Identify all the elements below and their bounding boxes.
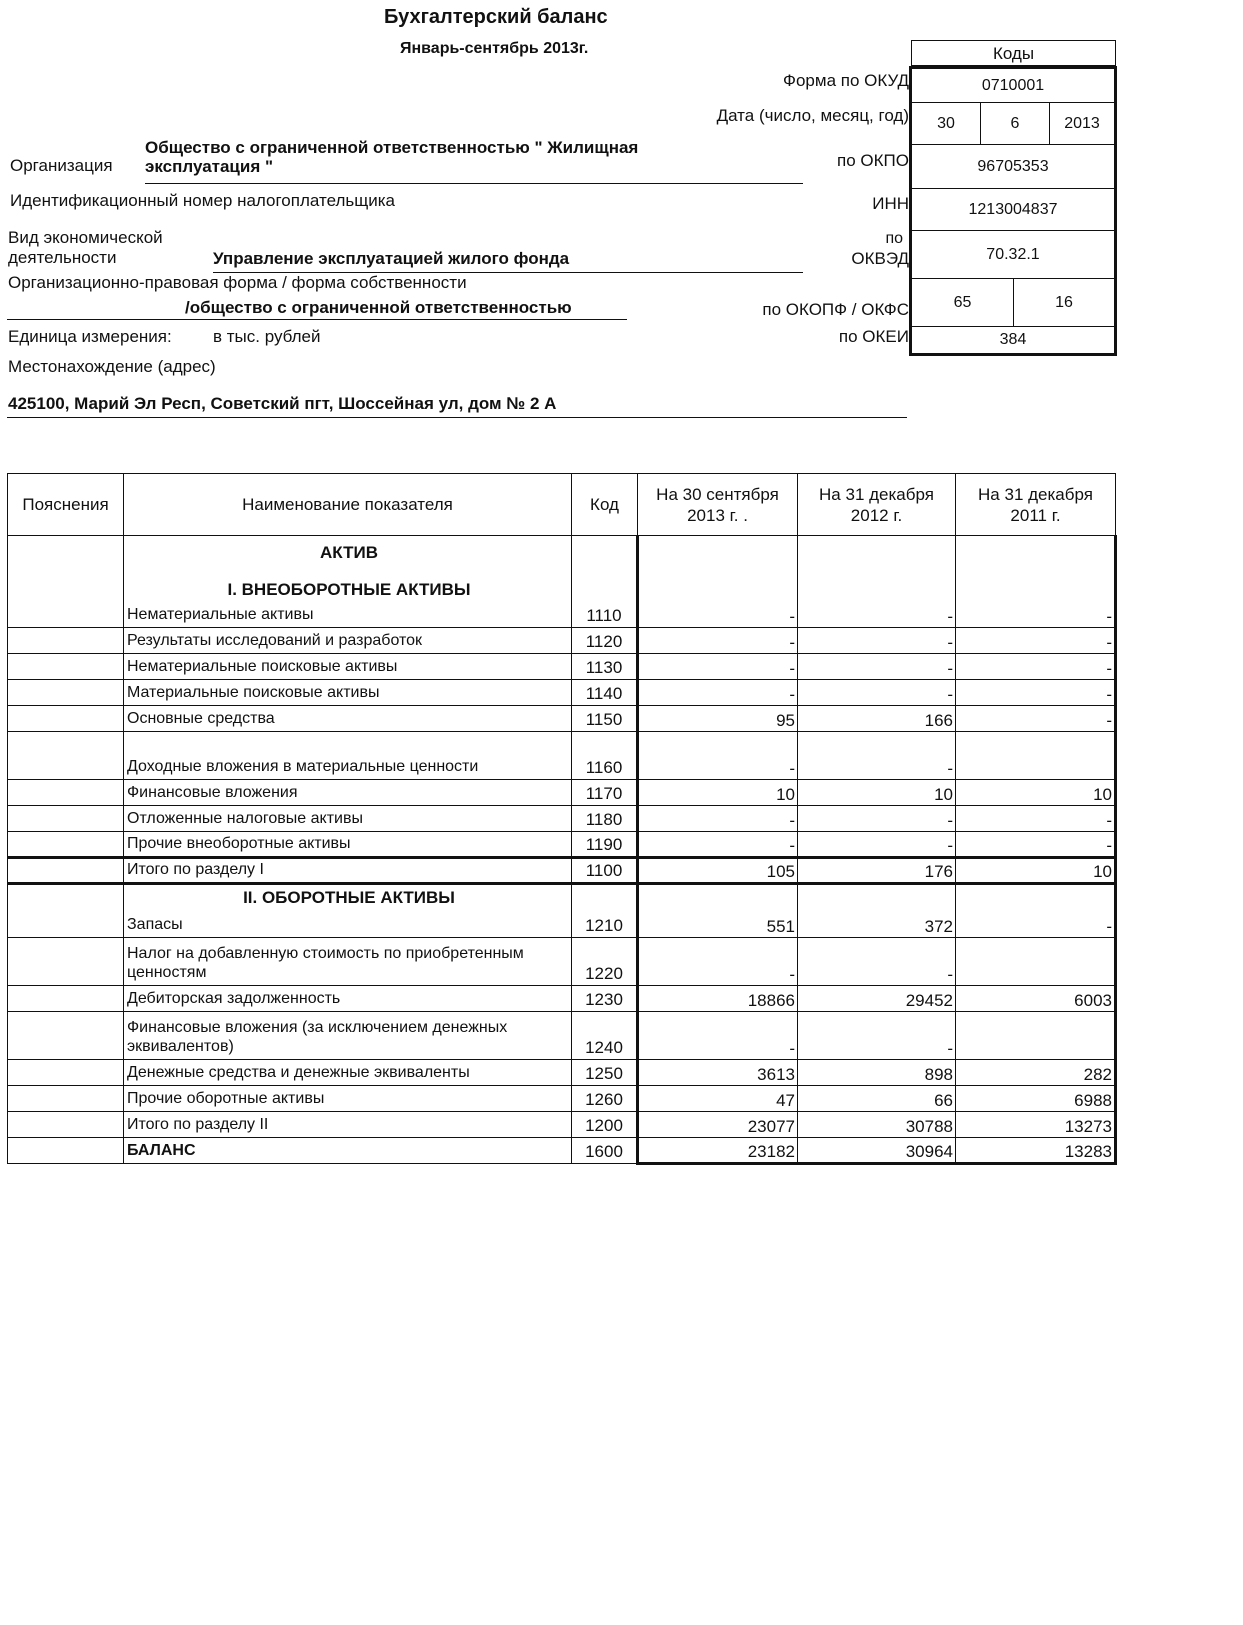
- value-period1: -: [638, 628, 798, 654]
- inn-code-label: ИНН: [872, 194, 909, 213]
- line-code: 1260: [572, 1086, 638, 1112]
- table-row: [8, 780, 1116, 806]
- value-period3: -: [956, 884, 1116, 938]
- indicator-name: [124, 832, 572, 858]
- value-period1: -: [638, 938, 798, 986]
- line-code: 1250: [572, 1060, 638, 1086]
- okei-value: 384: [999, 331, 1027, 348]
- col-code-header: Код: [572, 474, 638, 536]
- inn-label: Идентификационный номер налогоплательщика: [10, 191, 395, 210]
- date-day: 30: [912, 103, 981, 144]
- notes-cell: [8, 628, 124, 654]
- legal-form-underline: [7, 319, 627, 320]
- value-period3: 10: [956, 858, 1116, 884]
- line-code: 1190: [572, 832, 638, 858]
- col-period3-line2: 2011 г.: [1010, 505, 1061, 525]
- table-row: [8, 858, 1116, 884]
- value-period1: -: [638, 536, 798, 628]
- value-period1: 47: [638, 1086, 798, 1112]
- activity-label-2: деятельности: [8, 248, 117, 267]
- value-period3: [956, 938, 1116, 986]
- notes-cell: [8, 884, 124, 938]
- table-row: [8, 832, 1116, 858]
- table-row: [8, 938, 1116, 986]
- indicator-name: [124, 732, 572, 780]
- value-period1: 551: [638, 884, 798, 938]
- line-code: 1110: [572, 536, 638, 628]
- value-period3: -: [956, 806, 1116, 832]
- okpo-row: [912, 145, 1114, 189]
- table-row: [8, 536, 1116, 628]
- value-period1: 95: [638, 706, 798, 732]
- value-period2: 166: [798, 706, 956, 732]
- value-period3: -: [956, 628, 1116, 654]
- indicator-label: Дебиторская задолженность: [127, 990, 341, 1007]
- indicator-label: Запасы: [127, 916, 183, 933]
- okud-value: 0710001: [981, 76, 1045, 94]
- line-code: 1100: [572, 858, 638, 884]
- indicator-label: Прочие оборотные активы: [127, 1090, 325, 1107]
- value-period2: 30788: [798, 1112, 956, 1138]
- indicator-name: [124, 780, 572, 806]
- indicator-name: [124, 884, 572, 938]
- value-period3: [956, 732, 1116, 780]
- asset-heading: АКТИВ: [320, 543, 378, 562]
- indicator-name: [124, 1086, 572, 1112]
- table-row: [8, 1086, 1116, 1112]
- value-period1: -: [638, 832, 798, 858]
- value-period1: -: [638, 732, 798, 780]
- value-period1: -: [638, 654, 798, 680]
- line-code: 1230: [572, 986, 638, 1012]
- org-underline: [145, 183, 803, 184]
- table-row: [8, 680, 1116, 706]
- value-period2: -: [798, 680, 956, 706]
- table-row: [8, 706, 1116, 732]
- notes-cell: [8, 1112, 124, 1138]
- table-row: [8, 654, 1116, 680]
- col-period1-header: [638, 474, 798, 536]
- value-period1: 10: [638, 780, 798, 806]
- indicator-label: Налог на добавленную стоимость по приобретенным ценностям: [127, 945, 524, 981]
- date-month: 6: [981, 103, 1050, 144]
- okved-label-2: ОКВЭД: [851, 249, 909, 268]
- indicator-label: Отложенные налоговые активы: [127, 810, 363, 827]
- date-year: 2013: [1064, 114, 1100, 132]
- okpo-label: по ОКПО: [837, 151, 909, 170]
- indicator-name: [124, 536, 572, 628]
- col-period2-line1: На 31 декабря: [819, 484, 934, 504]
- notes-cell: [8, 1012, 124, 1060]
- codes-heading: Коды: [911, 40, 1116, 66]
- value-period1: 3613: [638, 1060, 798, 1086]
- okud-row: [912, 69, 1114, 103]
- line-code: 1150: [572, 706, 638, 732]
- notes-cell: [8, 806, 124, 832]
- indicator-name: [124, 628, 572, 654]
- section2-heading: II. ОБОРОТНЫЕ АКТИВЫ: [243, 888, 455, 907]
- section1-heading: I. ВНЕОБОРОТНЫЕ АКТИВЫ: [227, 580, 471, 599]
- notes-cell: [8, 1138, 124, 1164]
- value-period1: 23077: [638, 1112, 798, 1138]
- notes-cell: [8, 680, 124, 706]
- value-period2: -: [798, 536, 956, 628]
- notes-cell: [8, 858, 124, 884]
- okved-value: 70.32.1: [986, 245, 1040, 263]
- okved-row: [912, 231, 1114, 279]
- indicator-label: Результаты исследований и разработок: [127, 632, 423, 649]
- notes-cell: [8, 732, 124, 780]
- address-underline: [7, 417, 907, 418]
- notes-cell: [8, 1060, 124, 1086]
- okopf-value: 65: [912, 279, 1014, 326]
- value-period1: 18866: [638, 986, 798, 1012]
- col-period1-line2: 2013 г. .: [687, 505, 748, 525]
- table-row: [8, 986, 1116, 1012]
- org-name-line1: Общество с ограниченной ответственностью " Жилищная: [145, 138, 639, 157]
- value-period1: -: [638, 806, 798, 832]
- value-period3: 6003: [956, 986, 1116, 1012]
- value-period2: -: [798, 806, 956, 832]
- notes-cell: [8, 938, 124, 986]
- notes-cell: [8, 780, 124, 806]
- notes-cell: [8, 536, 124, 628]
- table-row: [8, 732, 1116, 780]
- table-header-row: [8, 474, 1116, 536]
- col-name-header: Наименование показателя: [124, 474, 572, 536]
- value-period3: 13283: [956, 1138, 1116, 1164]
- legal-form-label: Организационно-правовая форма / форма собственности: [8, 273, 467, 292]
- indicator-name: [124, 858, 572, 884]
- table-row: [8, 628, 1116, 654]
- line-code: 1160: [572, 732, 638, 780]
- indicator-label: БАЛАНС: [127, 1142, 196, 1159]
- indicator-label: Прочие внеоборотные активы: [127, 835, 351, 852]
- value-period2: 10: [798, 780, 956, 806]
- codes-box: [909, 66, 1117, 356]
- report-period: Январь-сентябрь 2013г.: [400, 40, 589, 57]
- indicator-label: Материальные поисковые активы: [127, 684, 380, 701]
- table-body: [8, 536, 1116, 1164]
- page-title: Бухгалтерский баланс: [384, 6, 608, 28]
- indicator-name: [124, 1138, 572, 1164]
- indicator-name: [124, 986, 572, 1012]
- indicator-name: [124, 1012, 572, 1060]
- table-row: [8, 1138, 1116, 1164]
- notes-cell: [8, 1086, 124, 1112]
- value-period3: 6988: [956, 1086, 1116, 1112]
- okpo-value: 96705353: [977, 157, 1049, 175]
- line-code: 1240: [572, 1012, 638, 1060]
- value-period2: 176: [798, 858, 956, 884]
- col-notes-header: Пояснения: [8, 474, 124, 536]
- line-code: 1180: [572, 806, 638, 832]
- value-period2: 29452: [798, 986, 956, 1012]
- value-period3: 13273: [956, 1112, 1116, 1138]
- value-period3: 10: [956, 780, 1116, 806]
- indicator-name: [124, 938, 572, 986]
- legal-form-value: /общество с ограниченной ответственностью: [185, 298, 572, 317]
- line-code: 1220: [572, 938, 638, 986]
- value-period1: 23182: [638, 1138, 798, 1164]
- address-label: Местонахождение (адрес): [8, 357, 216, 376]
- indicator-name: [124, 1112, 572, 1138]
- line-code: 1200: [572, 1112, 638, 1138]
- value-period2: 66: [798, 1086, 956, 1112]
- indicator-name: [124, 706, 572, 732]
- table-row: [8, 806, 1116, 832]
- table-row: [8, 1060, 1116, 1086]
- col-period2-line2: 2012 г.: [850, 505, 903, 525]
- value-period3: [956, 1012, 1116, 1060]
- unit-value: в тыс. рублей: [213, 327, 321, 346]
- okopf-row: [912, 279, 1114, 327]
- value-period2: -: [798, 732, 956, 780]
- activity-value: Управление эксплуатацией жилого фонда: [213, 249, 570, 268]
- value-period1: 105: [638, 858, 798, 884]
- inn-row: [912, 189, 1114, 231]
- table-row: [8, 1112, 1116, 1138]
- value-period2: 898: [798, 1060, 956, 1086]
- indicator-label: Итого по разделу II: [127, 1116, 269, 1133]
- table-row: [8, 884, 1116, 938]
- indicator-name: [124, 680, 572, 706]
- okved-label-1: по: [885, 230, 903, 247]
- col-period1-line1: На 30 сентября: [656, 484, 779, 504]
- org-label: Организация: [10, 156, 113, 175]
- indicator-name: [124, 654, 572, 680]
- value-period1: -: [638, 680, 798, 706]
- value-period2: -: [798, 628, 956, 654]
- indicator-label: Основные средства: [127, 710, 275, 727]
- value-period3: -: [956, 536, 1116, 628]
- value-period2: -: [798, 938, 956, 986]
- org-name-line2: эксплуатация ": [145, 157, 274, 176]
- table-row: [8, 1012, 1116, 1060]
- address-value: 425100, Марий Эл Респ, Советский пгт, Шоссейная ул, дом № 2 А: [8, 394, 557, 413]
- line-code: 1130: [572, 654, 638, 680]
- notes-cell: [8, 706, 124, 732]
- okopf-label: по ОКОПФ / ОКФС: [762, 300, 909, 319]
- indicator-label: Финансовые вложения (за исключением денежных эквивалентов): [127, 1019, 508, 1055]
- activity-label-1: Вид экономической: [8, 228, 163, 247]
- okei-row: [912, 327, 1114, 353]
- line-code: 1140: [572, 680, 638, 706]
- indicator-label: Доходные вложения в материальные ценности: [127, 758, 479, 775]
- value-period3: -: [956, 832, 1116, 858]
- okud-label: Форма по ОКУД: [783, 71, 909, 90]
- line-code: 1210: [572, 884, 638, 938]
- line-code: 1170: [572, 780, 638, 806]
- indicator-label: Нематериальные активы: [127, 606, 314, 623]
- unit-label: Единица измерения:: [8, 327, 172, 346]
- value-period2: -: [798, 1012, 956, 1060]
- line-code: 1120: [572, 628, 638, 654]
- balance-table: [7, 473, 1117, 1165]
- indicator-label: Итого по разделу I: [127, 861, 264, 878]
- value-period3: -: [956, 706, 1116, 732]
- value-period2: 30964: [798, 1138, 956, 1164]
- okei-label: по ОКЕИ: [838, 327, 909, 346]
- notes-cell: [8, 986, 124, 1012]
- value-period2: 372: [798, 884, 956, 938]
- value-period2: -: [798, 654, 956, 680]
- value-period2: -: [798, 832, 956, 858]
- value-period3: -: [956, 680, 1116, 706]
- value-period3: -: [956, 654, 1116, 680]
- line-code: 1600: [572, 1138, 638, 1164]
- notes-cell: [8, 654, 124, 680]
- col-period2-header: [798, 474, 956, 536]
- value-period3: 282: [956, 1060, 1116, 1086]
- notes-cell: [8, 832, 124, 858]
- okfs-value: 16: [1055, 293, 1073, 311]
- col-period3-line1: На 31 декабря: [978, 484, 1093, 504]
- indicator-label: Денежные средства и денежные эквиваленты: [127, 1064, 470, 1081]
- date-row: [912, 103, 1114, 145]
- inn-value: 1213004837: [968, 200, 1058, 218]
- indicator-name: [124, 806, 572, 832]
- value-period1: -: [638, 1012, 798, 1060]
- indicator-name: [124, 1060, 572, 1086]
- indicator-label: Финансовые вложения: [127, 784, 298, 801]
- col-period3-header: [956, 474, 1116, 536]
- indicator-label: Нематериальные поисковые активы: [127, 658, 398, 675]
- date-label: Дата (число, месяц, год): [716, 106, 909, 125]
